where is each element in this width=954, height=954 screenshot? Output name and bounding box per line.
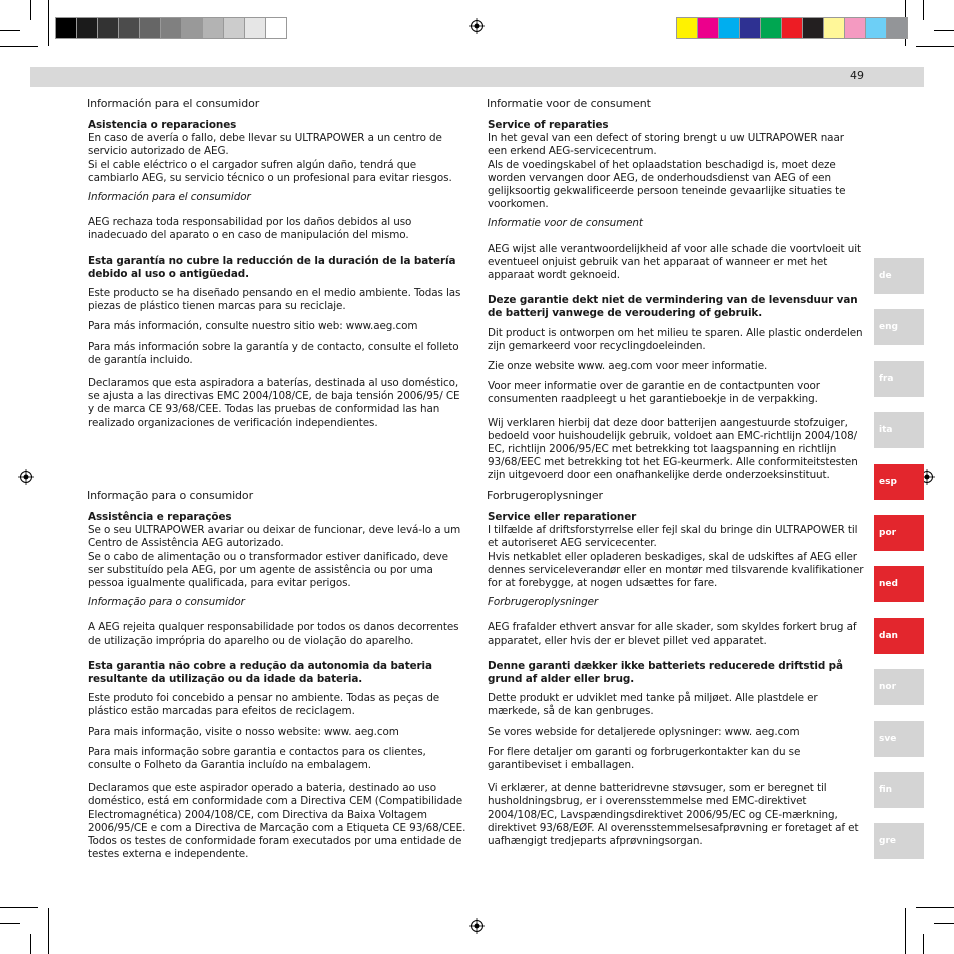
language-tab-gre[interactable]: gre (874, 823, 924, 859)
color-swatch (98, 18, 119, 38)
paragraph: For flere detaljer om garanti og forbrugerkontakter kan du se garantibeviset i emballagen. (488, 745, 801, 772)
paragraph: Se o seu ULTRAPOWER avariar ou deixar de funcionar, deve levá-lo a um Centro de Assistência AEG autorizado. (88, 524, 461, 550)
crop-mark (0, 46, 38, 47)
paragraph: Este produto foi concebido a pensar no ambiente. Todas as peças de plástico estão marcadas para efeitos de reciclagem. (88, 692, 440, 718)
color-swatch (224, 18, 245, 38)
section-heading: Service of reparaties (488, 118, 609, 131)
paragraph: Hvis netkablet eller opladeren beskadiges, skal de udskiftes af AEG eller dennes serviceleverandør eller en montør med tilsvarende kvalifikationer for at forebygge, at nogen udsættes for fare. (488, 550, 864, 589)
gray-calibration-strip (55, 17, 287, 39)
language-tab-nor[interactable]: nor (874, 669, 924, 705)
section-danish (488, 489, 866, 855)
crop-mark (0, 907, 38, 908)
paragraph: A AEG rejeita qualquer responsabilidade por todos os danos decorrentes de utilização imprópria do aparelho ou de violação do aparelho. (88, 621, 459, 647)
paragraph: Se o cabo de alimentação ou o transformador estiver danificado, deve ser substituído pela AEG, por um agente de assistência ou por uma pessoa igualmente qualificada, para evitar perigos. (88, 550, 448, 589)
paragraph: Als de voedingskabel of het oplaadstation beschadigd is, moet deze worden vervangen door AEG, de onderhoudsdienst van AEG of een gelijksoortig gekwalificeerde persoon teneinde gevaarlijke situaties te voorkomen. (488, 158, 846, 211)
page-number: 49 (850, 69, 864, 82)
color-swatch (719, 18, 740, 38)
language-tab-ned[interactable]: ned (874, 566, 924, 602)
color-swatch (740, 18, 761, 38)
language-tab-por[interactable]: por (874, 515, 924, 551)
crop-mark (934, 923, 954, 924)
paragraph: En caso de avería o fallo, debe llevar su ULTRAPOWER a un centro de servicio autorizado de AEG. (88, 132, 442, 158)
color-swatch (698, 18, 719, 38)
section-heading: Asistencia o reparaciones (88, 118, 237, 131)
paragraph: Este producto se ha diseñado pensando en el medio ambiente. Todas las piezas de plástico tienen marcas para su reciclaje. (88, 287, 461, 313)
color-swatch (56, 18, 77, 38)
subheading: Informação para o consumidor (88, 596, 245, 609)
color-swatch (866, 18, 887, 38)
registration-mark-icon (469, 18, 485, 34)
color-swatch (203, 18, 224, 38)
section-heading: Esta garantía no cubre la reducción de la duración de la batería debido al uso o antigüedad. (88, 254, 456, 280)
language-tab-sve[interactable]: sve (874, 721, 924, 757)
paragraph: Se vores webside for detaljerede oplysninger: www. aeg.com (488, 725, 800, 738)
section-heading: Assistência e reparações (88, 510, 232, 523)
paragraph: Declaramos que esta aspiradora a baterías, destinada al uso doméstico, se ajusta a las directivas EMC 2004/108/CE, de baja tensión 2006/95/ CE y de marca CE 93/68/CEE. Todas las pruebas de conformidad las han realizado organizaciones de verificación independientes. (88, 377, 460, 429)
crop-mark (923, 934, 924, 954)
paragraph: Declaramos que este aspirador operado a bateria, destinado ao uso doméstico, está em conformidade com a Directiva CEM (Compatibilidade Electromagnética) 2004/108/CE, com Directiva da Baixa Voltagem 2006/95/CE e com a Directiva de Marcação com a Etiqueta CE 93/68/CEE. Todos os testes de conformidade foram executados por uma entidade de testes externa e independente. (88, 782, 466, 861)
crop-mark (48, 908, 49, 954)
paragraph: Dit product is ontworpen om het milieu te sparen. Alle plastic onderdelen zijn gemarkeerd voor recyclingdoeleinden. (488, 326, 863, 352)
crop-mark (916, 907, 954, 908)
registration-mark-icon (18, 469, 34, 485)
section-heading: Service eller reparationer (488, 510, 637, 523)
language-tabs (874, 258, 924, 875)
section-dutch (488, 97, 866, 490)
paragraph: Para mais informação, visite o nosso website: www. aeg.com (88, 725, 399, 738)
paragraph: Voor meer informatie over de garantie en de contactpunten voor consumenten raadpleegt u het garantieboekje in de verpakking. (488, 380, 820, 406)
registration-mark-icon (469, 918, 485, 934)
color-swatch (245, 18, 266, 38)
paragraph: AEG wijst alle verantwoordelijkheid af voor alle schade die voortvloeit uit eventueel onjuist gebruik van het apparaat of wanneer er met het apparaat wordt geknoeid. (488, 242, 861, 281)
language-tab-de[interactable]: de (874, 258, 924, 294)
crop-mark (916, 46, 954, 47)
language-tab-eng[interactable]: eng (874, 309, 924, 345)
paragraph: Para más información, consulte nuestro sitio web: www.aeg.com (88, 320, 418, 333)
section-title: Información para el consumidor (87, 97, 260, 110)
language-tab-fin[interactable]: fin (874, 772, 924, 808)
paragraph: AEG frafalder ethvert ansvar for alle skader, som skyldes forkert brug af apparatet, eller hvis der er blevet pillet ved apparatet. (488, 621, 857, 647)
color-swatch (677, 18, 698, 38)
subheading: Informatie voor de consument (488, 217, 643, 230)
section-spanish (88, 97, 466, 437)
section-heading: Deze garantie dekt niet de vermindering van de levensduur van de batterij vanwege de veroudering of gebruik. (488, 294, 858, 320)
color-swatch (824, 18, 845, 38)
paragraph: Si el cable eléctrico o el cargador sufren algún daño, tendrá que cambiarlo AEG, su servicio técnico o un profesional para evitar riesgos. (88, 158, 452, 184)
paragraph: Para más información sobre la garantía y de contacto, consulte el folleto de garantía incluido. (88, 340, 459, 366)
paragraph: Vi erklærer, at denne batteridrevne støvsuger, som er beregnet til husholdningsbrug, er i overensstemmelse med EMC-direktivet 2004/108/EC, Lavspændingsdirektivet 2006/95/EC og CE-mærkning, direktivet 93/68/EØF. Al overensstemmelsesafprøvning er foretaget af et uafhængigt tredjeparts afprøvningsorgan. (488, 782, 859, 848)
color-swatch (761, 18, 782, 38)
subheading: Información para el consumidor (88, 190, 251, 203)
language-tab-ita[interactable]: ita (874, 412, 924, 448)
color-swatch (782, 18, 803, 38)
color-swatch (845, 18, 866, 38)
paragraph: Dette produkt er udviklet med tanke på miljøet. Alle plastdele er mærkede, så de kan genbruges. (488, 692, 818, 718)
crop-mark (905, 908, 906, 954)
language-tab-fra[interactable]: fra (874, 361, 924, 397)
section-title: Informatie voor de consument (487, 97, 651, 110)
paragraph: In het geval van een defect of storing brengt u uw ULTRAPOWER naar een erkend AEG-servicecentrum. (488, 132, 844, 158)
color-swatch (182, 18, 203, 38)
paragraph: I tilfælde af driftsforstyrrelse eller fejl skal du bringe din ULTRAPOWER til et autoriseret AEG servicecenter. (488, 524, 858, 550)
section-heading: Denne garanti dækker ikke batteriets reducerede driftstid på grund af alder eller brug. (488, 659, 843, 685)
paragraph: Wij verklaren hierbij dat deze door batterijen aangestuurde stofzuiger, bedoeld voor huishoudelijk gebruik, voldoet aan EMC-richtlijn 2004/108/ EC, richtlijn 2006/95/EC met betrekking tot laagspanning en richtlijn 93/68/EEC met betrekking tot het EG-keurmerk. Alle conformiteitstesten zijn uitgevoerd door een onafhankelijke derde onderzoeksinstituut. (488, 416, 858, 482)
crop-mark (0, 923, 20, 924)
crop-mark (48, 0, 49, 46)
section-portuguese (88, 489, 466, 868)
color-swatch (119, 18, 140, 38)
language-tab-esp[interactable]: esp (874, 464, 924, 500)
color-swatch (803, 18, 824, 38)
crop-mark (0, 30, 20, 31)
color-swatch (161, 18, 182, 38)
color-calibration-strip (676, 17, 908, 39)
section-heading: Esta garantia não cobre a redução da autonomia da bateria resultante da utilização ou da idade da bateria. (88, 659, 432, 685)
color-swatch (887, 18, 907, 38)
paragraph: Zie onze website www. aeg.com voor meer informatie. (488, 360, 768, 373)
paragraph: Para mais informação sobre garantia e contactos para os clientes, consulte o Folheto da Garantia incluído na embalagem. (88, 745, 426, 772)
section-title: Informação para o consumidor (87, 489, 253, 502)
section-title: Forbrugeroplysninger (487, 489, 603, 502)
paragraph: AEG rechaza toda responsabilidad por los daños debidos al uso inadecuado del aparato o en caso de manipulación del mismo. (88, 216, 412, 242)
color-swatch (266, 18, 286, 38)
crop-mark (30, 0, 31, 20)
crop-mark (934, 30, 954, 31)
color-swatch (77, 18, 98, 38)
header-bar (30, 67, 924, 87)
crop-mark (923, 0, 924, 20)
crop-mark (30, 934, 31, 954)
language-tab-dan[interactable]: dan (874, 618, 924, 654)
color-swatch (140, 18, 161, 38)
subheading: Forbrugeroplysninger (488, 596, 599, 609)
